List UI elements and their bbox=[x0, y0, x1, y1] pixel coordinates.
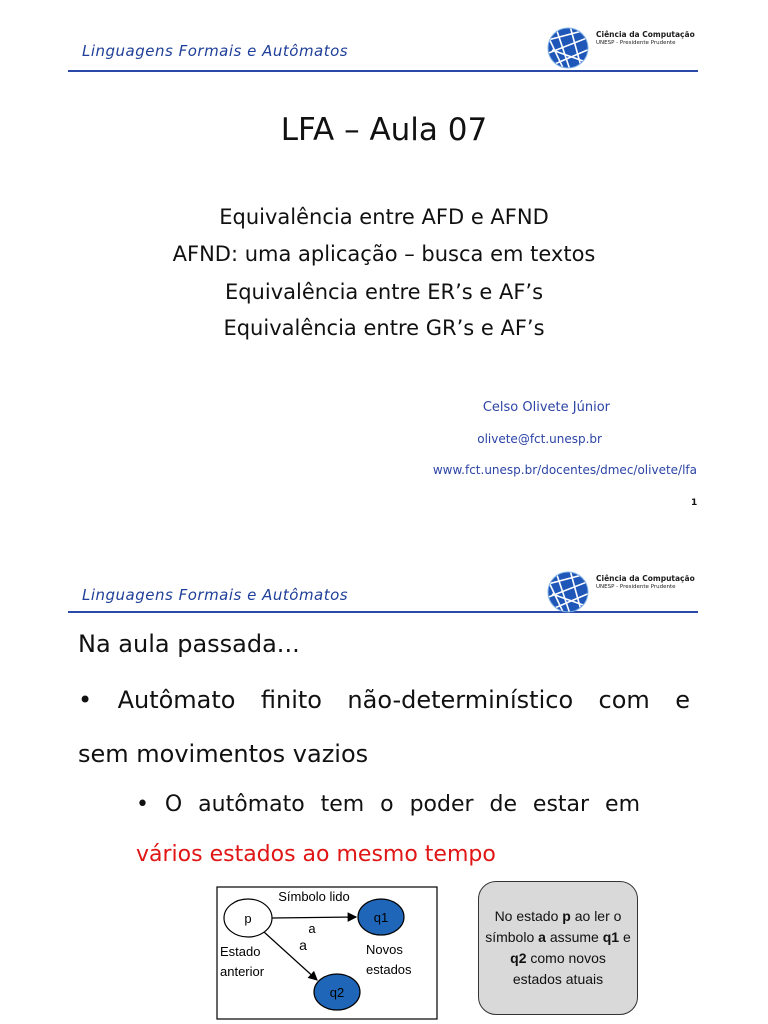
subtitle-3: Equivalência entre ER’s e AF’s bbox=[224, 280, 544, 304]
author-name: Celso Olivete Júnior bbox=[482, 400, 610, 415]
previous-state-label-1: Estado bbox=[220, 944, 261, 959]
author-website[interactable]: www.fct.unesp.br/docentes/dmec/olivete/lfa bbox=[432, 463, 697, 477]
bullet-1-line-2: sem movimentos vazios bbox=[78, 740, 369, 768]
edge-label-diag: a bbox=[299, 937, 307, 953]
state-q1-label: q1 bbox=[373, 910, 389, 925]
logo-line-2: UNESP - Presidente Prudente bbox=[596, 40, 676, 46]
globe-logo-icon bbox=[546, 570, 594, 614]
bullet-2-highlight: vários estados ao mesmo tempo bbox=[136, 842, 496, 867]
page-number: 1 bbox=[691, 498, 698, 508]
course-title: Linguagens Formais e Autômatos bbox=[82, 586, 349, 604]
automaton-diagram bbox=[216, 886, 438, 1020]
author-email[interactable]: olivete@fct.unesp.br bbox=[477, 432, 602, 446]
logo-line-2: UNESP - Presidente Prudente bbox=[596, 584, 676, 590]
state-q2-label: q2 bbox=[329, 985, 345, 1000]
new-states-label-2: estados bbox=[366, 962, 412, 977]
note-text-5: como novos estados atuais bbox=[512, 950, 606, 987]
subtitle-2: AFND: uma aplicação – busca em textos bbox=[172, 242, 596, 266]
subtitle-4: Equivalência entre GR’s e AF’s bbox=[223, 316, 545, 340]
bullet-2-line-1: • O autômato tem o poder de estar em bbox=[136, 792, 640, 817]
subtitle-1: Equivalência entre AFD e AFND bbox=[219, 205, 549, 229]
previous-state-label-2: anterior bbox=[220, 964, 265, 979]
header-divider bbox=[68, 70, 698, 72]
slide-2 bbox=[0, 540, 768, 1024]
globe-logo-icon bbox=[546, 26, 594, 70]
note-bold-a: a bbox=[538, 929, 546, 945]
note-text-3: assume bbox=[545, 929, 603, 945]
note-text-1: No estado bbox=[494, 908, 563, 924]
course-title: Linguagens Formais e Autômatos bbox=[82, 42, 349, 60]
slide-title: LFA – Aula 07 bbox=[280, 112, 488, 148]
university-logo bbox=[546, 26, 695, 74]
explanation-note bbox=[478, 881, 638, 1015]
logo-line-1: Ciência da Computação bbox=[596, 574, 695, 583]
state-p-label: p bbox=[244, 911, 252, 926]
note-text-2: ao ler o símbolo bbox=[485, 908, 622, 945]
note-bold-p: p bbox=[562, 908, 571, 924]
header-divider bbox=[68, 611, 698, 613]
new-states-label-1: Novos bbox=[366, 942, 403, 957]
note-bold-q1: q1 bbox=[602, 929, 620, 945]
symbol-read-label: Símbolo lido bbox=[278, 889, 350, 904]
note-bold-q2: q2 bbox=[510, 950, 527, 966]
bullet-1-line-1: • Autômato finito não-determinístico com e bbox=[78, 686, 690, 714]
note-text-4: e bbox=[619, 929, 631, 945]
lead-text: Na aula passada... bbox=[78, 630, 300, 658]
logo-line-1: Ciência da Computação bbox=[596, 30, 695, 39]
edge-label-top: a bbox=[308, 921, 316, 936]
university-logo bbox=[546, 570, 695, 618]
